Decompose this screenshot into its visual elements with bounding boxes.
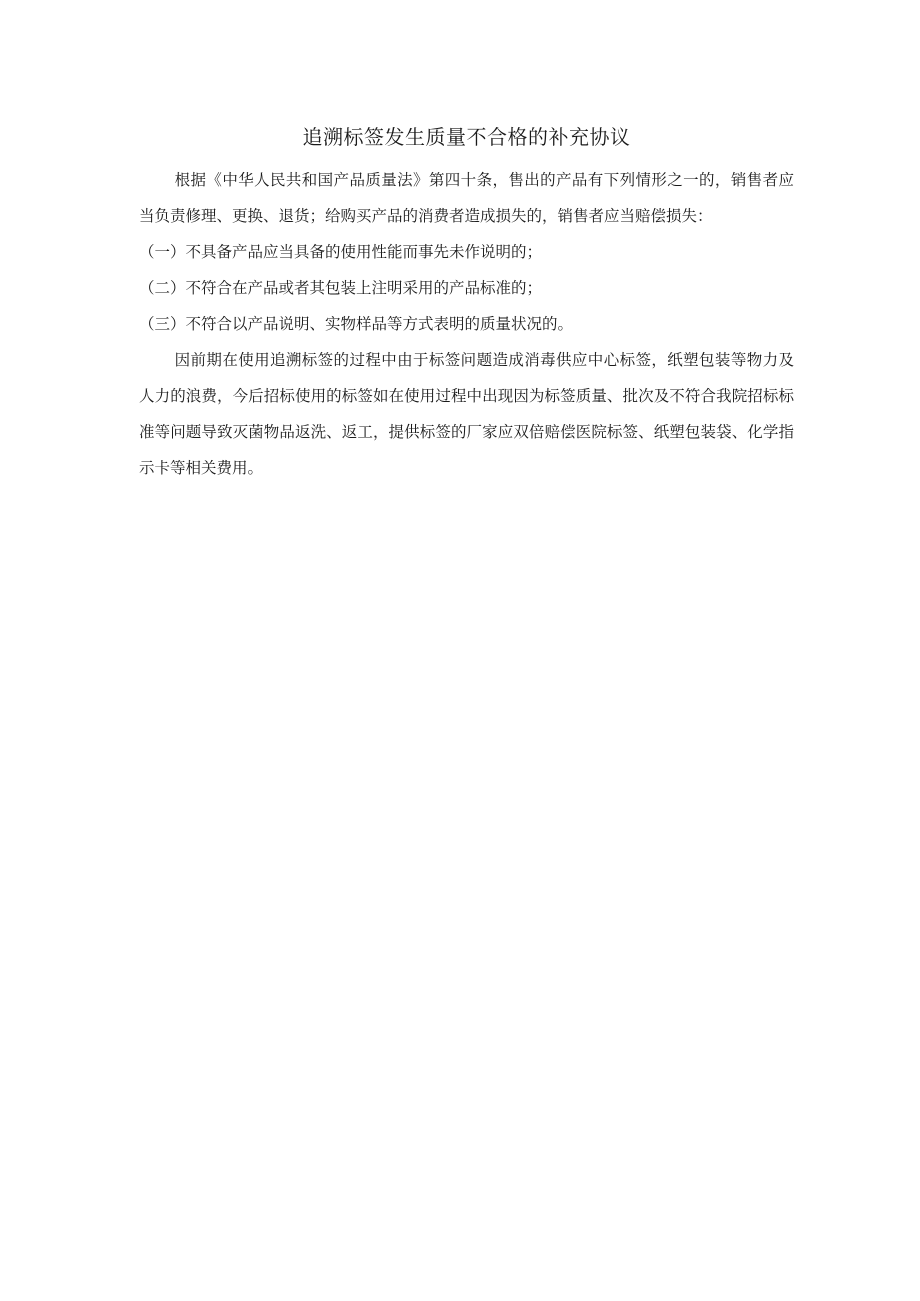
list-item-3: （三）不符合以产品说明、实物样品等方式表明的质量状况的。 (139, 315, 574, 333)
list-item-2: （二）不符合在产品或者其包装上注明采用的产品标准的； (139, 279, 543, 297)
list-item-1: （一）不具备产品应当具备的使用性能而事先未作说明的； (139, 243, 543, 261)
document-content (139, 120, 794, 486)
document-title: 追溯标签发生质量不合格的补充协议 (302, 125, 631, 149)
body-paragraph: 因前期在使用追溯标签的过程中由于标签问题造成消毒供应中心标签，纸塑包装等物力及人力的浪费，今后招标使用的标签如在使用过程中出现因为标签质量、批次及不符合我院招标标准等问题导致灭菌物品返洗、返工，提供标签的厂家应双倍赔偿医院标签、纸塑包装袋、化学指示卡等相关费用。 (139, 351, 794, 477)
intro-paragraph: 根据《中华人民共和国产品质量法》第四十条，售出的产品有下列情形之一的，销售者应当负责修理、更换、退货；给购买产品的消费者造成损失的，销售者应当赔偿损失： (139, 171, 794, 225)
